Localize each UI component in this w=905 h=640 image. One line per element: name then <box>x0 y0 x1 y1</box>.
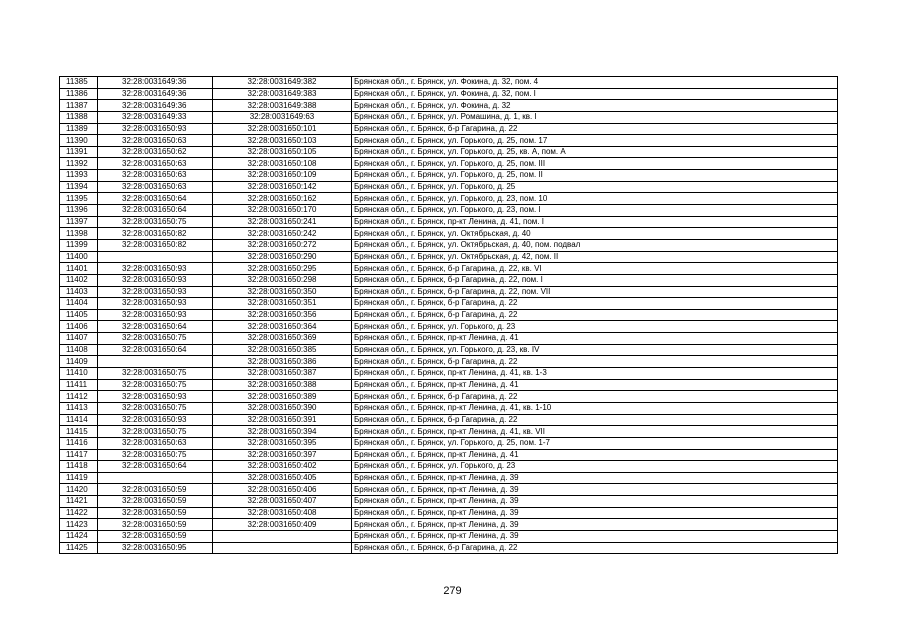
quarter-number-cell: 32:28:0031650:62 <box>98 146 213 158</box>
address-cell: Брянская обл., г. Брянск, ул. Горького, д. 25, пом. 1-7 <box>352 437 838 449</box>
cadastral-number-cell: 32:28:0031650:391 <box>213 414 352 426</box>
table-row <box>60 379 838 391</box>
row-number-cell: 11391 <box>60 146 98 158</box>
cadastral-number-cell: 32:28:0031649:383 <box>213 88 352 100</box>
quarter-number-cell: 32:28:0031650:75 <box>98 379 213 391</box>
quarter-number-cell: 32:28:0031650:63 <box>98 437 213 449</box>
cadastral-number-cell: 32:28:0031650:397 <box>213 449 352 461</box>
cadastral-number-cell: 32:28:0031650:369 <box>213 333 352 345</box>
cadastral-number-cell: 32:28:0031650:402 <box>213 461 352 473</box>
address-cell: Брянская обл., г. Брянск, пр-кт Ленина, д. 41, пом. I <box>352 216 838 228</box>
quarter-number-cell: 32:28:0031650:59 <box>98 519 213 531</box>
address-cell: Брянская обл., г. Брянск, пр-кт Ленина, д. 41, кв. 1-10 <box>352 402 838 414</box>
cadastral-number-cell: 32:28:0031650:101 <box>213 123 352 135</box>
row-number-cell: 11425 <box>60 542 98 554</box>
quarter-number-cell: 32:28:0031650:63 <box>98 135 213 147</box>
table-row <box>60 77 838 89</box>
quarter-number-cell: 32:28:0031649:36 <box>98 100 213 112</box>
cadastral-number-cell: 32:28:0031650:142 <box>213 181 352 193</box>
cadastral-number-cell: 32:28:0031650:385 <box>213 344 352 356</box>
row-number-cell: 11395 <box>60 193 98 205</box>
table-row <box>60 472 838 484</box>
table-row <box>60 309 838 321</box>
cadastral-number-cell: 32:28:0031650:295 <box>213 263 352 275</box>
address-cell: Брянская обл., г. Брянск, ул. Горького, д. 25, кв. А, пом. А <box>352 146 838 158</box>
table-row <box>60 263 838 275</box>
table-row <box>60 321 838 333</box>
row-number-cell: 11386 <box>60 88 98 100</box>
quarter-number-cell: 32:28:0031650:64 <box>98 344 213 356</box>
quarter-number-cell: 32:28:0031650:75 <box>98 368 213 380</box>
address-cell: Брянская обл., г. Брянск, ул. Горького, д. 23, пом. I <box>352 205 838 217</box>
quarter-number-cell: 32:28:0031650:59 <box>98 530 213 542</box>
table-row <box>60 181 838 193</box>
quarter-number-cell: 32:28:0031650:93 <box>98 286 213 298</box>
cadastral-number-cell: 32:28:0031650:356 <box>213 309 352 321</box>
cadastral-number-cell: 32:28:0031650:103 <box>213 135 352 147</box>
address-cell: Брянская обл., г. Брянск, б-р Гагарина, д. 22 <box>352 356 838 368</box>
row-number-cell: 11421 <box>60 496 98 508</box>
table-row <box>60 170 838 182</box>
address-cell: Брянская обл., г. Брянск, ул. Фокина, д. 32, пом. 4 <box>352 77 838 89</box>
row-number-cell: 11410 <box>60 368 98 380</box>
table-row <box>60 530 838 542</box>
quarter-number-cell <box>98 356 213 368</box>
address-cell: Брянская обл., г. Брянск, б-р Гагарина, д. 22 <box>352 298 838 310</box>
table-row <box>60 542 838 554</box>
quarter-number-cell: 32:28:0031650:75 <box>98 426 213 438</box>
address-cell: Брянская обл., г. Брянск, ул. Фокина, д. 32 <box>352 100 838 112</box>
address-cell: Брянская обл., г. Брянск, ул. Горького, д. 23, кв. IV <box>352 344 838 356</box>
row-number-cell: 11416 <box>60 437 98 449</box>
row-number-cell: 11411 <box>60 379 98 391</box>
row-number-cell: 11417 <box>60 449 98 461</box>
table-row <box>60 88 838 100</box>
table-row <box>60 135 838 147</box>
cadastral-number-cell: 32:28:0031650:290 <box>213 251 352 263</box>
cadastral-number-cell: 32:28:0031650:394 <box>213 426 352 438</box>
cadastral-number-cell: 32:28:0031649:382 <box>213 77 352 89</box>
row-number-cell: 11406 <box>60 321 98 333</box>
quarter-number-cell: 32:28:0031649:36 <box>98 77 213 89</box>
row-number-cell: 11412 <box>60 391 98 403</box>
quarter-number-cell: 32:28:0031649:36 <box>98 88 213 100</box>
cadastral-number-cell: 32:28:0031650:364 <box>213 321 352 333</box>
cadastral-number-cell: 32:28:0031649:388 <box>213 100 352 112</box>
row-number-cell: 11414 <box>60 414 98 426</box>
address-cell: Брянская обл., г. Брянск, ул. Горького, д. 25, пом. II <box>352 170 838 182</box>
address-cell: Брянская обл., г. Брянск, пр-кт Ленина, д. 39 <box>352 519 838 531</box>
row-number-cell: 11390 <box>60 135 98 147</box>
table-row <box>60 402 838 414</box>
cadastral-number-cell: 32:28:0031650:170 <box>213 205 352 217</box>
quarter-number-cell: 32:28:0031650:64 <box>98 193 213 205</box>
table-row <box>60 205 838 217</box>
cadastral-number-cell: 32:28:0031650:389 <box>213 391 352 403</box>
quarter-number-cell: 32:28:0031650:63 <box>98 181 213 193</box>
table-row <box>60 286 838 298</box>
quarter-number-cell: 32:28:0031650:63 <box>98 158 213 170</box>
cadastral-number-cell: 32:28:0031650:108 <box>213 158 352 170</box>
row-number-cell: 11422 <box>60 507 98 519</box>
cadastral-number-cell: 32:28:0031650:109 <box>213 170 352 182</box>
row-number-cell: 11392 <box>60 158 98 170</box>
quarter-number-cell: 32:28:0031650:59 <box>98 484 213 496</box>
row-number-cell: 11389 <box>60 123 98 135</box>
table-row <box>60 356 838 368</box>
table-row <box>60 123 838 135</box>
cadastral-registry-table <box>59 76 838 554</box>
cadastral-number-cell: 32:28:0031650:298 <box>213 274 352 286</box>
address-cell: Брянская обл., г. Брянск, ул. Горького, д. 25, пом. III <box>352 158 838 170</box>
row-number-cell: 11418 <box>60 461 98 473</box>
table-row <box>60 146 838 158</box>
table-row <box>60 426 838 438</box>
cadastral-number-cell: 32:28:0031650:387 <box>213 368 352 380</box>
cadastral-number-cell: 32:28:0031650:272 <box>213 239 352 251</box>
address-cell: Брянская обл., г. Брянск, ул. Горького, д. 23, пом. 10 <box>352 193 838 205</box>
row-number-cell: 11401 <box>60 263 98 275</box>
row-number-cell: 11403 <box>60 286 98 298</box>
table-body <box>60 77 838 554</box>
cadastral-number-cell: 32:28:0031649:63 <box>213 111 352 123</box>
row-number-cell: 11388 <box>60 111 98 123</box>
table-row <box>60 158 838 170</box>
cadastral-number-cell: 32:28:0031650:408 <box>213 507 352 519</box>
table-row <box>60 449 838 461</box>
cadastral-number-cell: 32:28:0031650:388 <box>213 379 352 391</box>
row-number-cell: 11409 <box>60 356 98 368</box>
table-row <box>60 193 838 205</box>
table-row <box>60 461 838 473</box>
cadastral-number-cell: 32:28:0031650:406 <box>213 484 352 496</box>
address-cell: Брянская обл., г. Брянск, б-р Гагарина, д. 22 <box>352 542 838 554</box>
row-number-cell: 11397 <box>60 216 98 228</box>
address-cell: Брянская обл., г. Брянск, пр-кт Ленина, д. 39 <box>352 507 838 519</box>
row-number-cell: 11396 <box>60 205 98 217</box>
quarter-number-cell: 32:28:0031650:64 <box>98 321 213 333</box>
table-row <box>60 100 838 112</box>
quarter-number-cell: 32:28:0031650:82 <box>98 228 213 240</box>
table-row <box>60 496 838 508</box>
table-row <box>60 437 838 449</box>
row-number-cell: 11419 <box>60 472 98 484</box>
quarter-number-cell: 32:28:0031650:93 <box>98 391 213 403</box>
quarter-number-cell: 32:28:0031650:59 <box>98 507 213 519</box>
row-number-cell: 11394 <box>60 181 98 193</box>
address-cell: Брянская обл., г. Брянск, б-р Гагарина, д. 22 <box>352 123 838 135</box>
table-row <box>60 274 838 286</box>
cadastral-number-cell <box>213 530 352 542</box>
address-cell: Брянская обл., г. Брянск, ул. Горького, д. 23 <box>352 321 838 333</box>
address-cell: Брянская обл., г. Брянск, пр-кт Ленина, д. 41 <box>352 333 838 345</box>
cadastral-number-cell: 32:28:0031650:409 <box>213 519 352 531</box>
quarter-number-cell: 32:28:0031650:93 <box>98 309 213 321</box>
cadastral-number-cell: 32:28:0031650:242 <box>213 228 352 240</box>
quarter-number-cell: 32:28:0031650:64 <box>98 205 213 217</box>
quarter-number-cell: 32:28:0031650:82 <box>98 239 213 251</box>
row-number-cell: 11413 <box>60 402 98 414</box>
address-cell: Брянская обл., г. Брянск, пр-кт Ленина, д. 41, кв. 1-3 <box>352 368 838 380</box>
row-number-cell: 11400 <box>60 251 98 263</box>
address-cell: Брянская обл., г. Брянск, б-р Гагарина, д. 22, кв. VI <box>352 263 838 275</box>
row-number-cell: 11408 <box>60 344 98 356</box>
table-row <box>60 298 838 310</box>
cadastral-number-cell: 32:28:0031650:407 <box>213 496 352 508</box>
row-number-cell: 11415 <box>60 426 98 438</box>
page-number: 279 <box>443 585 462 597</box>
address-cell: Брянская обл., г. Брянск, б-р Гагарина, д. 22, пом. VII <box>352 286 838 298</box>
address-cell: Брянская обл., г. Брянск, ул. Горького, д. 25, пом. 17 <box>352 135 838 147</box>
table-row <box>60 111 838 123</box>
address-cell: Брянская обл., г. Брянск, пр-кт Ленина, д. 39 <box>352 496 838 508</box>
address-cell: Брянская обл., г. Брянск, б-р Гагарина, д. 22 <box>352 309 838 321</box>
row-number-cell: 11402 <box>60 274 98 286</box>
address-cell: Брянская обл., г. Брянск, ул. Октябрьская, д. 42, пом. II <box>352 251 838 263</box>
row-number-cell: 11393 <box>60 170 98 182</box>
table-row <box>60 344 838 356</box>
table-row <box>60 391 838 403</box>
address-cell: Брянская обл., г. Брянск, б-р Гагарина, д. 22, пом. I <box>352 274 838 286</box>
row-number-cell: 11385 <box>60 77 98 89</box>
address-cell: Брянская обл., г. Брянск, ул. Октябрьская, д. 40, пом. подвал <box>352 239 838 251</box>
table-row <box>60 239 838 251</box>
quarter-number-cell: 32:28:0031650:93 <box>98 414 213 426</box>
address-cell: Брянская обл., г. Брянск, пр-кт Ленина, д. 39 <box>352 472 838 484</box>
address-cell: Брянская обл., г. Брянск, пр-кт Ленина, д. 41, кв. VII <box>352 426 838 438</box>
quarter-number-cell: 32:28:0031650:63 <box>98 170 213 182</box>
address-cell: Брянская обл., г. Брянск, ул. Горького, д. 23 <box>352 461 838 473</box>
row-number-cell: 11424 <box>60 530 98 542</box>
quarter-number-cell: 32:28:0031650:93 <box>98 263 213 275</box>
quarter-number-cell: 32:28:0031650:93 <box>98 274 213 286</box>
row-number-cell: 11420 <box>60 484 98 496</box>
quarter-number-cell: 32:28:0031650:75 <box>98 216 213 228</box>
cadastral-number-cell: 32:28:0031650:105 <box>213 146 352 158</box>
quarter-number-cell <box>98 251 213 263</box>
row-number-cell: 11405 <box>60 309 98 321</box>
cadastral-number-cell: 32:28:0031650:351 <box>213 298 352 310</box>
cadastral-number-cell: 32:28:0031650:390 <box>213 402 352 414</box>
row-number-cell: 11404 <box>60 298 98 310</box>
address-cell: Брянская обл., г. Брянск, б-р Гагарина, д. 22 <box>352 391 838 403</box>
quarter-number-cell: 32:28:0031650:93 <box>98 123 213 135</box>
quarter-number-cell: 32:28:0031649:33 <box>98 111 213 123</box>
table-row <box>60 414 838 426</box>
row-number-cell: 11407 <box>60 333 98 345</box>
quarter-number-cell: 32:28:0031650:93 <box>98 298 213 310</box>
address-cell: Брянская обл., г. Брянск, ул. Октябрьская, д. 40 <box>352 228 838 240</box>
cadastral-number-cell: 32:28:0031650:405 <box>213 472 352 484</box>
row-number-cell: 11399 <box>60 239 98 251</box>
address-cell: Брянская обл., г. Брянск, б-р Гагарина, д. 22 <box>352 414 838 426</box>
address-cell: Брянская обл., г. Брянск, пр-кт Ленина, д. 41 <box>352 449 838 461</box>
table-row <box>60 519 838 531</box>
row-number-cell: 11423 <box>60 519 98 531</box>
table-row <box>60 484 838 496</box>
table-row <box>60 368 838 380</box>
quarter-number-cell: 32:28:0031650:64 <box>98 461 213 473</box>
address-cell: Брянская обл., г. Брянск, пр-кт Ленина, д. 39 <box>352 484 838 496</box>
table-row <box>60 251 838 263</box>
cadastral-number-cell: 32:28:0031650:241 <box>213 216 352 228</box>
cadastral-number-cell <box>213 542 352 554</box>
address-cell: Брянская обл., г. Брянск, ул. Горького, д. 25 <box>352 181 838 193</box>
row-number-cell: 11387 <box>60 100 98 112</box>
table-row <box>60 216 838 228</box>
table-row <box>60 333 838 345</box>
quarter-number-cell: 32:28:0031650:59 <box>98 496 213 508</box>
cadastral-number-cell: 32:28:0031650:386 <box>213 356 352 368</box>
address-cell: Брянская обл., г. Брянск, ул. Ромашина, д. 1, кв. I <box>352 111 838 123</box>
address-cell: Брянская обл., г. Брянск, ул. Фокина, д. 32, пом. I <box>352 88 838 100</box>
table-row <box>60 507 838 519</box>
address-cell: Брянская обл., г. Брянск, пр-кт Ленина, д. 39 <box>352 530 838 542</box>
table-row <box>60 228 838 240</box>
row-number-cell: 11398 <box>60 228 98 240</box>
quarter-number-cell <box>98 472 213 484</box>
quarter-number-cell: 32:28:0031650:75 <box>98 333 213 345</box>
quarter-number-cell: 32:28:0031650:75 <box>98 402 213 414</box>
cadastral-number-cell: 32:28:0031650:350 <box>213 286 352 298</box>
cadastral-number-cell: 32:28:0031650:395 <box>213 437 352 449</box>
quarter-number-cell: 32:28:0031650:95 <box>98 542 213 554</box>
address-cell: Брянская обл., г. Брянск, пр-кт Ленина, д. 41 <box>352 379 838 391</box>
quarter-number-cell: 32:28:0031650:75 <box>98 449 213 461</box>
cadastral-number-cell: 32:28:0031650:162 <box>213 193 352 205</box>
